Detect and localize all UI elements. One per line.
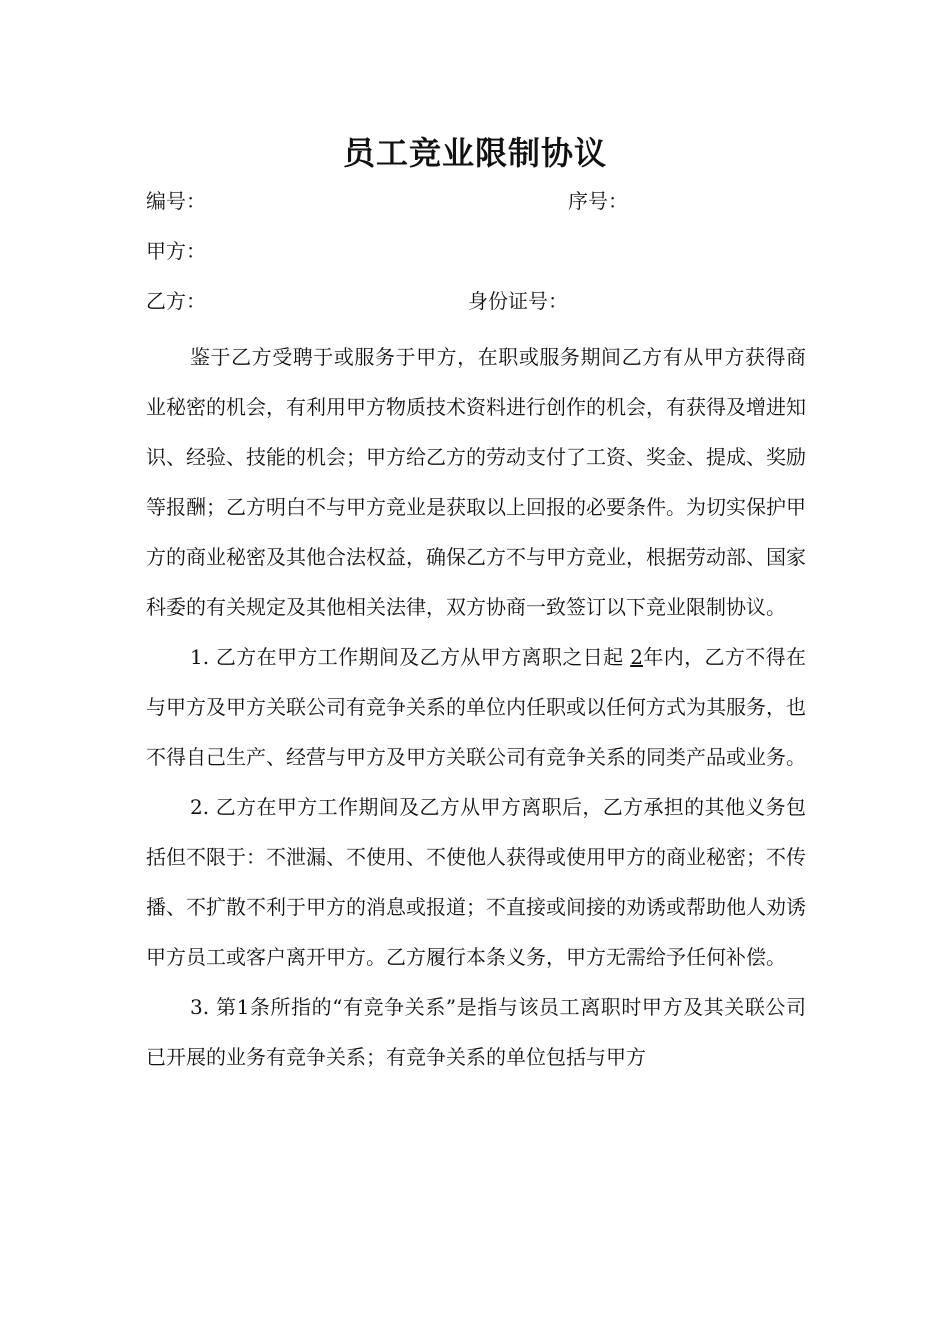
agreement-body — [146, 332, 806, 1082]
id-number-field-label: 身份证号： — [468, 289, 568, 313]
clause-3-paragraph: 3. 第1条所指的“有竞争关系”是指与该员工离职时甲方及其关联公司已开展的业务有竞争关系；有竞争关系的单位包括与甲方 — [146, 995, 806, 1069]
clause-1-paragraph — [146, 632, 806, 782]
clause-1-text-before: 1. 乙方在甲方工作期间及乙方从甲方离职之日起 — [190, 645, 631, 669]
party-b-field-label: 乙方： — [146, 289, 206, 313]
number-field-label: 编号： — [146, 189, 206, 213]
serial-field-label: 序号： — [568, 189, 628, 213]
preamble-paragraph: 鉴于乙方受聘于或服务于甲方，在职或服务期间乙方有从甲方获得商业秘密的机会，有利用甲方物质技术资料进行创作的机会，有获得及增进知识、经验、技能的机会；甲方给乙方的劳动支付了工资、奖金、提成、奖励等报酬；乙方明白不与甲方竞业是获取以上回报的必要条件。为切实保护甲方的商业秘密及其他合法权益，确保乙方不与甲方竞业，根据劳动部、国家科委的有关规定及其他相关法律，双方协商一致签订以下竞业限制协议。 — [146, 345, 806, 619]
clause-1-text-after: 年内，乙方不得在与甲方及甲方关联公司有竞争关系的单位内任职或以任何方式为其服务，也不得自己生产、经营与甲方及甲方关联公司有竞争关系的同类产品或业务。 — [146, 645, 807, 769]
document-title: 员工竞业限制协议 — [342, 134, 607, 172]
clause-1-years: 2 — [630, 645, 643, 669]
clause-2-paragraph: 2. 乙方在甲方工作期间及乙方从甲方离职后，乙方承担的其他义务包括但不限于：不泄漏、不使用、不使他人获得或使用甲方的商业秘密；不传播、不扩散不利于甲方的消息或报道；不直接或间接的劝诱或帮助他人劝诱甲方员工或客户离开甲方。乙方履行本条义务，甲方无需给予任何补偿。 — [146, 795, 806, 969]
party-a-field-label: 甲方： — [146, 239, 206, 263]
